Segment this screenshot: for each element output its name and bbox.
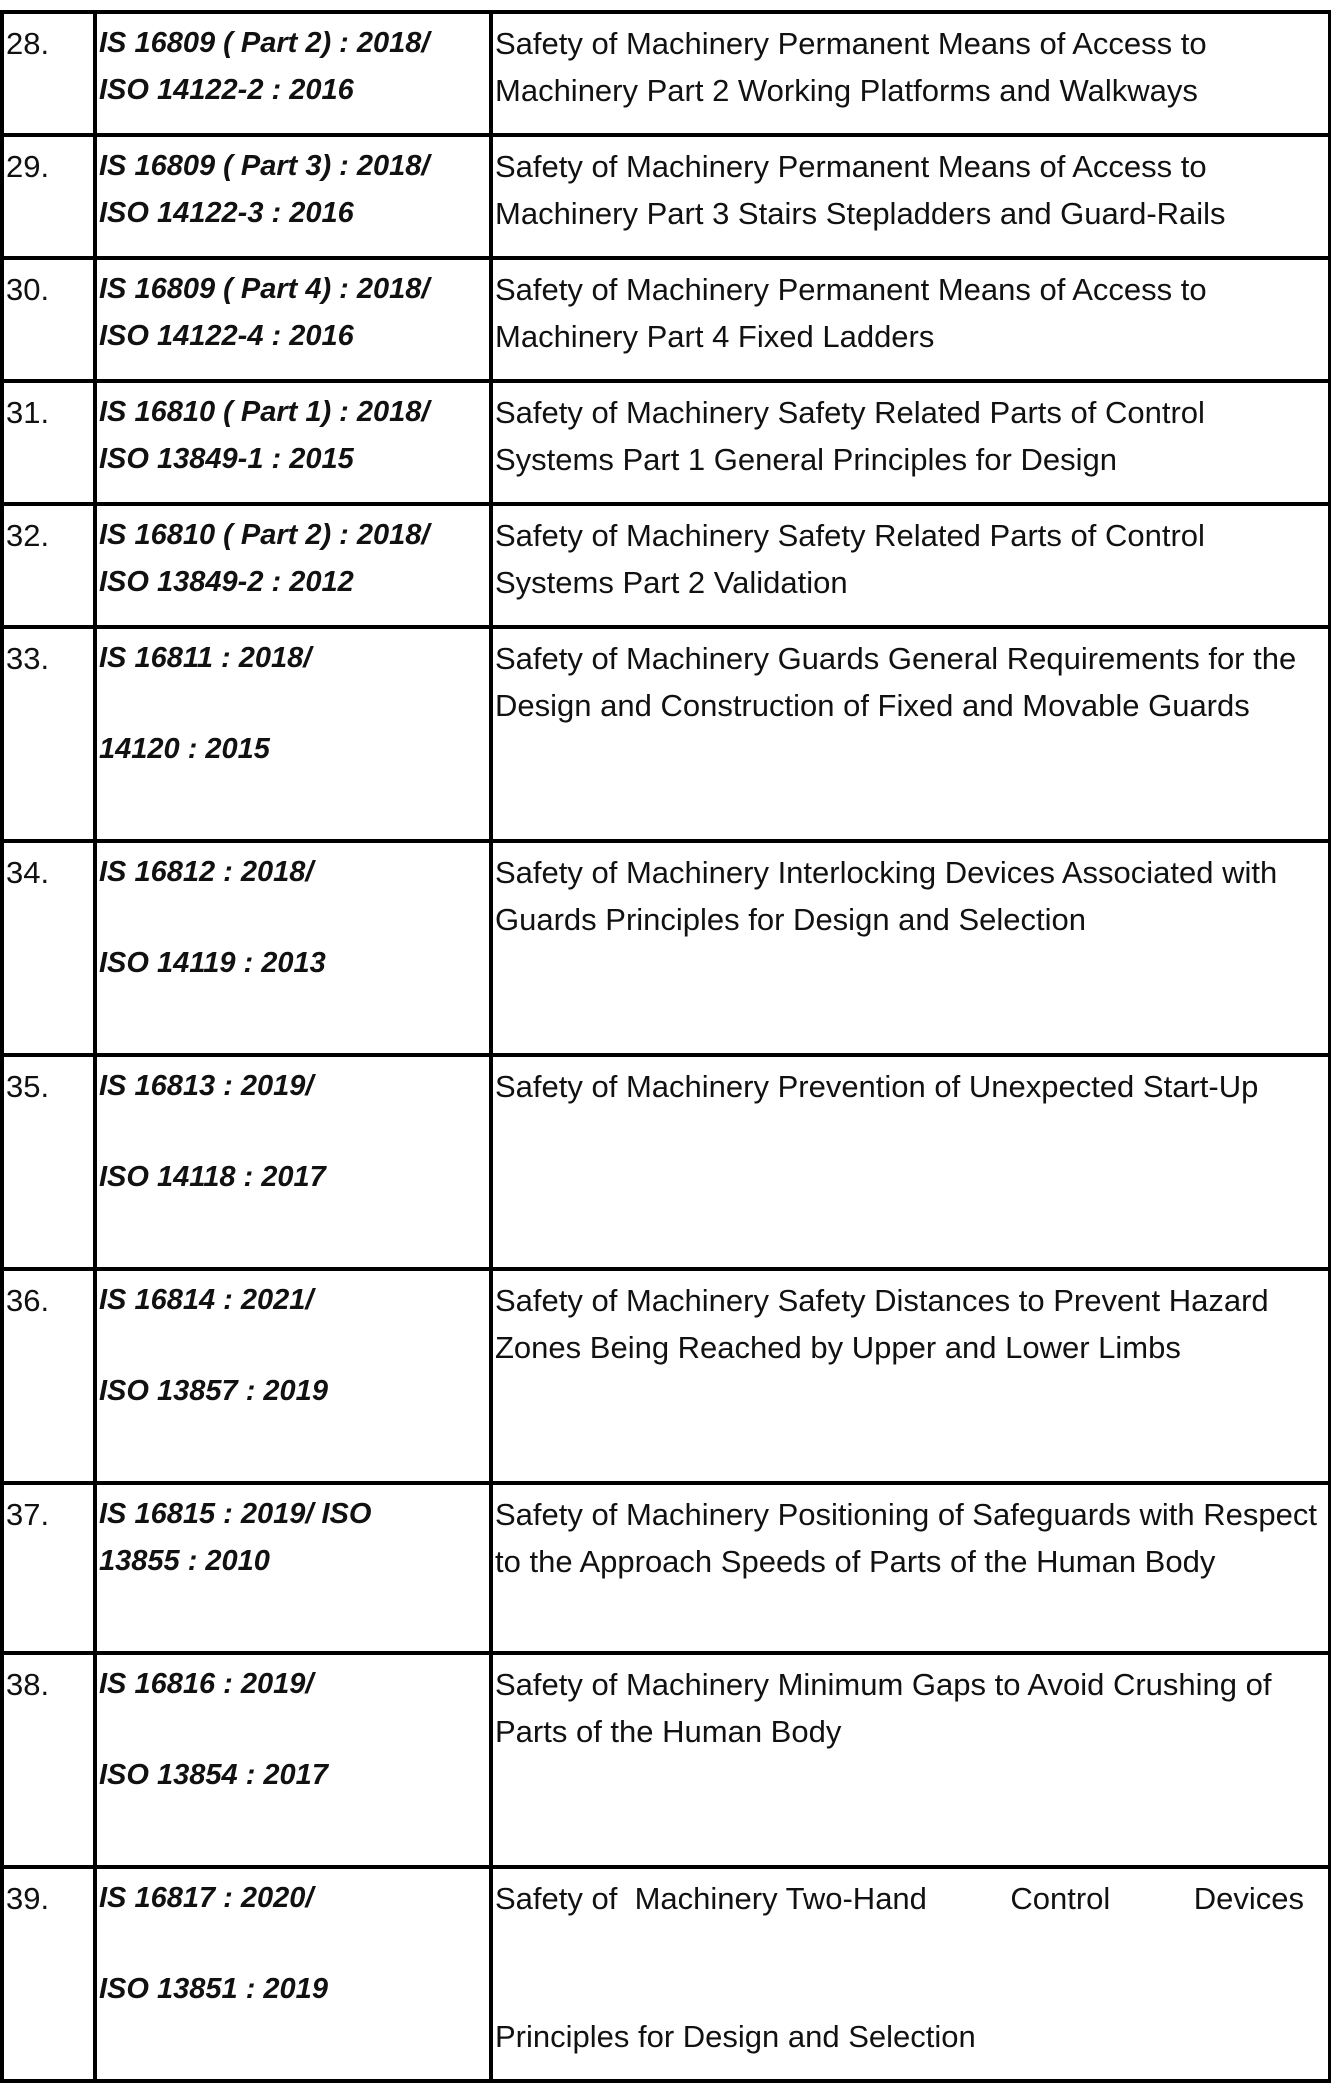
table-row	[2, 1653, 1330, 1867]
row-number: 37.	[2, 1483, 95, 1653]
table-row	[2, 258, 1330, 381]
standard-iso: ISO 13849-1 : 2015	[99, 443, 354, 475]
row-number: 38.	[2, 1653, 95, 1867]
standard-number	[95, 841, 491, 1055]
standard-is: IS 16809 ( Part 4) : 2018/	[99, 273, 430, 305]
row-number: 32.	[2, 504, 95, 627]
standard-title: Safety of Machinery Safety Related Parts of Control Systems Part 2 Validation	[491, 504, 1330, 627]
row-number: 35.	[2, 1055, 95, 1269]
title-word: Control	[1010, 1881, 1111, 1916]
standard-number	[95, 1867, 491, 2081]
standard-iso: ISO 13854 : 2017	[99, 1759, 328, 1791]
standard-title: Safety of Machinery Prevention of Unexpected Start-Up	[491, 1055, 1330, 1269]
standard-is: IS 16816 : 2019/	[99, 1668, 314, 1700]
row-number: 28.	[2, 12, 95, 135]
standard-title: Safety of Machinery Safety Distances to Prevent Hazard Zones Being Reached by Upper and Lower Limbs	[491, 1269, 1330, 1483]
title-word: Safety of Machinery Two-Hand	[495, 1881, 927, 1916]
table-row	[2, 1867, 1330, 2081]
standard-is: IS 16815 : 2019/ ISO	[99, 1498, 372, 1530]
title-second-line: Principles for Design and Selection	[495, 2019, 976, 2054]
standard-number	[95, 12, 491, 135]
standard-iso: 14120 : 2015	[99, 733, 270, 765]
standard-number	[95, 1483, 491, 1653]
standard-title: Safety of Machinery Permanent Means of Access to Machinery Part 4 Fixed Ladders	[491, 258, 1330, 381]
standard-is: IS 16811 : 2018/	[99, 642, 312, 674]
standards-table	[0, 10, 1331, 2083]
standard-is: IS 16812 : 2018/	[99, 856, 314, 888]
standard-iso: ISO 14122-3 : 2016	[99, 197, 354, 229]
title-word: Devices	[1193, 1881, 1304, 1916]
table-row	[2, 12, 1330, 135]
row-number: 30.	[2, 258, 95, 381]
table-row	[2, 1269, 1330, 1483]
table-row	[2, 1483, 1330, 1653]
table-row	[2, 841, 1330, 1055]
standard-number	[95, 1055, 491, 1269]
standard-number	[95, 1269, 491, 1483]
standard-title: Safety of Machinery Positioning of Safeguards with Respect to the Approach Speeds of Parts of the Human Body	[491, 1483, 1330, 1653]
standard-iso: ISO 14122-4 : 2016	[99, 320, 354, 352]
standard-is: IS 16810 ( Part 1) : 2018/	[99, 396, 430, 428]
standard-iso: ISO 14118 : 2017	[99, 1161, 326, 1193]
row-number: 29.	[2, 135, 95, 258]
standard-is: IS 16813 : 2019/	[99, 1070, 314, 1102]
standard-title: Safety of Machinery Permanent Means of Access to Machinery Part 3 Stairs Stepladders and Guard-Rails	[491, 135, 1330, 258]
standard-iso: ISO 13851 : 2019	[99, 1973, 328, 2005]
standard-number	[95, 135, 491, 258]
row-number: 33.	[2, 627, 95, 841]
standard-title: Safety of Machinery Permanent Means of Access to Machinery Part 2 Working Platforms and Walkways	[491, 12, 1330, 135]
standard-is: IS 16817 : 2020/	[99, 1882, 314, 1914]
table-row	[2, 504, 1330, 627]
table-row	[2, 381, 1330, 504]
standard-number	[95, 627, 491, 841]
standard-iso: ISO 13849-2 : 2012	[99, 566, 354, 598]
table-row	[2, 135, 1330, 258]
title-first-line	[495, 1875, 1320, 1922]
standard-title: Safety of Machinery Safety Related Parts of Control Systems Part 1 General Principles for Design	[491, 381, 1330, 504]
standard-number	[95, 258, 491, 381]
row-number: 31.	[2, 381, 95, 504]
standard-is: IS 16810 ( Part 2) : 2018/	[99, 519, 430, 551]
row-number: 36.	[2, 1269, 95, 1483]
standard-title: Safety of Machinery Guards General Requirements for the Design and Construction of Fixed and Movable Guards	[491, 627, 1330, 841]
row-number: 39.	[2, 1867, 95, 2081]
standard-number	[95, 504, 491, 627]
standard-iso: ISO 14119 : 2013	[99, 947, 326, 979]
standard-is: IS 16809 ( Part 3) : 2018/	[99, 150, 430, 182]
standard-title: Safety of Machinery Minimum Gaps to Avoid Crushing of Parts of the Human Body	[491, 1653, 1330, 1867]
standard-title	[491, 1867, 1330, 2081]
standard-is: IS 16809 ( Part 2) : 2018/	[99, 27, 430, 59]
standard-iso: ISO 14122-2 : 2016	[99, 74, 354, 106]
standard-title: Safety of Machinery Interlocking Devices Associated with Guards Principles for Design and Selection	[491, 841, 1330, 1055]
standard-iso: 13855 : 2010	[99, 1545, 270, 1577]
standard-iso: ISO 13857 : 2019	[99, 1375, 328, 1407]
table-row	[2, 1055, 1330, 1269]
row-number: 34.	[2, 841, 95, 1055]
standard-is: IS 16814 : 2021/	[99, 1284, 314, 1316]
table-row	[2, 627, 1330, 841]
standard-number	[95, 1653, 491, 1867]
standard-number	[95, 381, 491, 504]
